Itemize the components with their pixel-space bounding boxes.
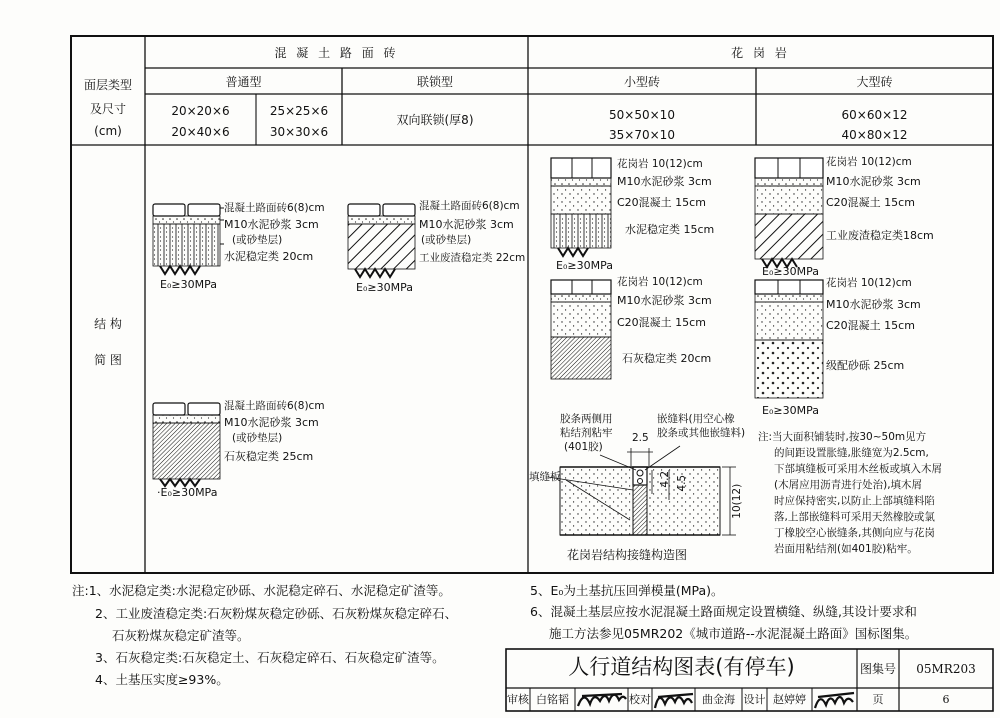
check-label: 校对	[629, 693, 651, 706]
joint-note-1: 注:当大面积铺装时,按30~50m见方	[758, 431, 927, 443]
concrete-diagram-2	[348, 204, 415, 277]
c1-layer-4: 水泥稳定类 20cm	[224, 250, 314, 263]
joint-note-3: 下部填缝板可采用木丝板或填入木屑	[774, 463, 942, 475]
structure-label-2: 简 图	[94, 353, 122, 367]
gl1-e0: E₀≥30MPa	[762, 265, 819, 278]
c1-layer-3: (或砂垫层)	[232, 234, 283, 246]
c3-layer-3: (或砂垫层)	[232, 432, 283, 444]
normal-size-a1: 20×20×6	[171, 104, 230, 118]
joint-rubber-label-1: 胶条两侧用	[560, 413, 613, 425]
drawing-title: 人行道结构图表(有停车)	[568, 655, 795, 679]
atlas-number: 05MR203	[916, 662, 976, 676]
joint-detail-diagram	[548, 446, 736, 535]
joint-dim-4-5: 4.5	[676, 474, 689, 492]
gl2-e0: E₀≥30MPa	[762, 404, 819, 417]
gl1-layer-2: M10水泥砂浆 3cm	[826, 175, 921, 188]
reviewer-name: 白铭韬	[536, 693, 569, 706]
joint-note-6: 落,上部嵌缝料可采用天然橡胶或氯	[774, 511, 935, 523]
structure-label-1: 结 构	[94, 317, 122, 331]
note-left-5: 4、土基压实度≥93%。	[95, 672, 229, 687]
granite-small-diagram-2	[551, 280, 611, 379]
gl2-layer-2: M10水泥砂浆 3cm	[826, 298, 921, 311]
c3-layer-2: M10水泥砂浆 3cm	[224, 416, 319, 429]
checker-name: 曲金海	[702, 693, 735, 706]
interlock-size: 双向联锁(厚8)	[396, 113, 474, 127]
normal-type-header: 普通型	[225, 75, 262, 89]
joint-note-5: 时应保持密实,以防止上部填缝料陷	[774, 495, 935, 507]
concrete-diagram-3	[153, 403, 220, 486]
note-right-6: 6、混凝土基层应按水泥混凝土路面规定设置横缝、纵缝,其设计要求和	[530, 604, 917, 619]
joint-note-4: (木屑应用沥青进行处治),填木屑	[774, 479, 923, 491]
large-size-1: 60×60×12	[841, 108, 908, 122]
concrete-brick-header: 混 凝 土 路 面 砖	[274, 46, 399, 60]
gl1-layer-1: 花岗岩 10(12)cm	[826, 156, 912, 168]
large-brick-header: 大型砖	[856, 75, 893, 89]
signature-checker	[655, 694, 693, 708]
c2-layer-1: 混凝土路面砖6(8)cm	[419, 200, 520, 212]
design-label: 设计	[743, 693, 766, 706]
gs1-layer-3: C20混凝土 15cm	[617, 196, 706, 209]
c3-e0: ·E₀≥30MPa	[157, 486, 218, 499]
gs1-layer-4: 水泥稳定类 15cm	[625, 223, 715, 236]
joint-dim-4-2: 4.2	[659, 470, 672, 488]
note-left-2: 2、工业废渣稳定类:石灰粉煤灰稳定砂砾、石灰粉煤灰稳定碎石、	[95, 606, 458, 621]
joint-filler-label-2: 胶条或其他嵌缝料)	[657, 427, 746, 439]
gs2-layer-2: M10水泥砂浆 3cm	[617, 294, 712, 307]
c1-layer-1: 混凝土路面砖6(8)cm	[224, 202, 325, 214]
joint-dim-10-12: 10(12)	[731, 483, 744, 519]
note-left-1: 注:1、水泥稳定类:水泥稳定砂砾、水泥稳定碎石、水泥稳定矿渣等。	[72, 583, 451, 598]
type-label-1: 面层类型	[83, 78, 132, 92]
gs2-layer-3: C20混凝土 15cm	[617, 316, 706, 329]
note-left-4: 3、石灰稳定类:石灰稳定土、石灰稳定碎石、石灰稳定矿渣等。	[95, 650, 445, 665]
c1-layer-2: M10水泥砂浆 3cm	[224, 218, 319, 231]
page-label: 页	[872, 693, 884, 706]
gl2-layer-3: C20混凝土 15cm	[826, 319, 915, 332]
joint-caption: 花岗岩结构接缝构造图	[567, 548, 688, 562]
joint-filler-label-1: 嵌缝料(用空心橡	[657, 413, 735, 425]
normal-size-a2: 20×40×6	[171, 125, 230, 139]
c2-e0: E₀≥30MPa	[356, 281, 413, 294]
large-size-2: 40×80×12	[841, 128, 908, 142]
joint-note-8: 岩面用粘结剂(如401胶)粘牢。	[774, 543, 918, 555]
atlas-label: 图集号	[859, 662, 896, 676]
note-left-3: 石灰粉煤灰稳定矿渣等。	[112, 628, 250, 643]
gl2-layer-1: 花岗岩 10(12)cm	[826, 277, 912, 289]
gs1-e0: E₀≥30MPa	[556, 259, 613, 272]
joint-rubber-label-3: (401胶)	[564, 441, 603, 453]
c2-layer-4: 工业废渣稳定类 22cm	[419, 252, 526, 264]
c3-layer-1: 混凝土路面砖6(8)cm	[224, 400, 325, 412]
granite-small-diagram-1	[551, 158, 611, 256]
joint-dim-2-5: 2.5	[632, 432, 649, 444]
normal-size-b1: 25×25×6	[269, 104, 329, 118]
c2-layer-3: (或砂垫层)	[421, 234, 472, 246]
signature-reviewer	[578, 694, 626, 706]
gs1-layer-1: 花岗岩 10(12)cm	[617, 158, 703, 170]
page-number: 6	[942, 693, 950, 706]
review-label: 审核	[507, 693, 529, 706]
joint-note-2: 的间距设置胀缝,胀缝宽为2.5cm,	[774, 447, 929, 459]
small-size-2: 35×70×10	[609, 128, 675, 142]
granite-large-diagram-1	[755, 158, 823, 267]
joint-note-7: 丁橡胶空心嵌缝条,其侧向应与花岗	[774, 527, 935, 539]
designer-name: 赵婷婷	[773, 693, 806, 706]
gs2-layer-4: 石灰稳定类 20cm	[622, 352, 712, 365]
interlock-type-header: 联锁型	[416, 75, 453, 89]
note-right-6-cont: 施工方法参见05MR202《城市道路--水泥混凝土路面》国标图集。	[549, 626, 918, 641]
c1-e0: E₀≥30MPa	[160, 278, 217, 291]
type-label-2: 及尺寸	[89, 102, 126, 116]
gs2-layer-1: 花岗岩 10(12)cm	[617, 276, 703, 288]
note-right-5: 5、E₀为土基抗压回弹模量(MPa)。	[530, 583, 724, 598]
joint-rubber-label-2: 粘结剂粘牢	[560, 427, 613, 439]
gl2-layer-4: 级配砂砾 25cm	[826, 359, 905, 372]
gl1-layer-4: 工业废渣稳定类18cm	[826, 229, 934, 242]
signature-designer	[815, 693, 854, 708]
granite-large-diagram-2	[755, 280, 823, 398]
type-label-3: (cm)	[94, 124, 122, 138]
small-size-1: 50×50×10	[609, 108, 675, 122]
gs1-layer-2: M10水泥砂浆 3cm	[617, 175, 712, 188]
granite-header: 花 岗 岩	[731, 46, 790, 60]
gl1-layer-3: C20混凝土 15cm	[826, 196, 915, 209]
c3-layer-4: 石灰稳定类 25cm	[224, 450, 314, 463]
concrete-diagram-1	[153, 204, 224, 274]
normal-size-b2: 30×30×6	[269, 125, 329, 139]
small-brick-header: 小型砖	[623, 75, 660, 89]
joint-board-label: 填缝板	[529, 471, 561, 483]
c2-layer-2: M10水泥砂浆 3cm	[419, 218, 514, 231]
